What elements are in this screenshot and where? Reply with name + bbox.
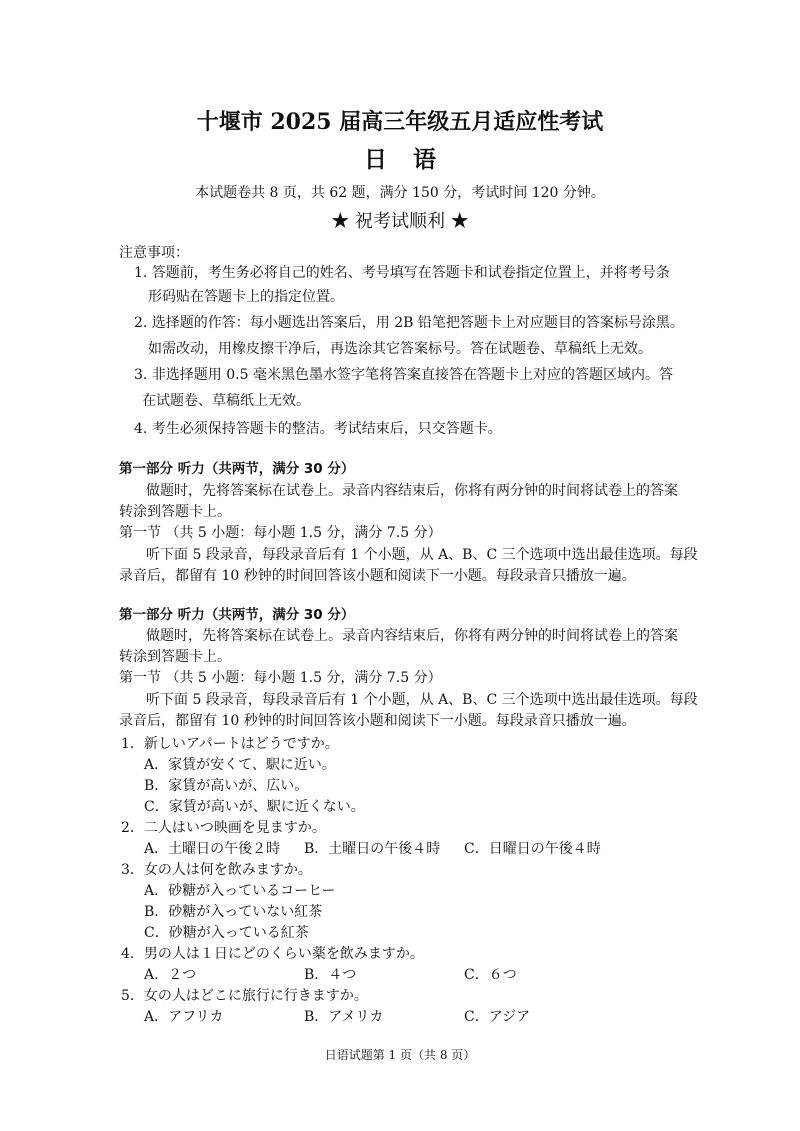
option: A．２つ — [144, 967, 197, 983]
option: B．砂糖が入っていない紅茶 — [144, 904, 323, 920]
notes-heading: 注意事项： — [119, 245, 189, 261]
option: C．家賃が高いが、駅に近くない。 — [144, 799, 365, 815]
question-4: 4．男の人は１日にどのくらい薬を飲みますか。 — [121, 946, 424, 962]
option: B．土曜日の午後４時 — [304, 841, 441, 857]
question-5: 5．女の人はどこに旅行に行きますか。 — [121, 988, 368, 1004]
question-1: 1．新しいアパートはどうですか。 — [121, 736, 339, 752]
option: B．４つ — [304, 967, 357, 983]
note-line: 在试题卷、草稿纸上无效。 — [142, 393, 310, 409]
option: C．日曜日の午後４時 — [464, 841, 601, 857]
section-text: 听下面 5 段录音，每段录音后有 1 个小题，从 A、B、C 三个选项中选出最佳选项。每段 — [146, 547, 698, 563]
section-text: 录音后，都留有 10 秒钟的时间回答该小题和阅读下一小题。每段录音只播放一遍。 — [119, 568, 636, 584]
option: B．アメリカ — [304, 1009, 384, 1025]
section-text: 做题时，先将答案标在试卷上。录音内容结束后，你将有两分钟的时间将试卷上的答案 — [146, 483, 678, 499]
note-line: 如需改动，用橡皮擦干净后，再选涂其它答案标号。答在试题卷、草稿纸上无效。 — [148, 341, 652, 357]
note-line: 2. 选择题的作答：每小题选出答案后，用 2B 铅笔把答题卡上对应题目的答案标号涂黑。 — [134, 315, 684, 331]
option: A．アフリカ — [144, 1009, 224, 1025]
option: C．６つ — [464, 967, 517, 983]
note-line: 4. 考生必须保持答题卡的整洁。考试结束后，只交答题卡。 — [134, 421, 502, 437]
question-3: 3．女の人は何を飲みますか。 — [121, 862, 312, 878]
section-text: 做题时，先将答案标在试卷上。录音内容结束后，你将有两分钟的时间将试卷上的答案 — [146, 628, 678, 644]
option: A．砂糖が入っているコーヒー — [144, 883, 336, 899]
exam-info: 本试题卷共 8 页，共 62 题，满分 150 分，考试时间 120 分钟。 — [195, 185, 605, 201]
section-text: 转涂到答题卡上。 — [119, 504, 231, 520]
option: A．土曜日の午後２時 — [144, 841, 281, 857]
subsection-heading: 第一节 （共 5 小题：每小题 1.5 分，满分 7.5 分） — [119, 525, 442, 541]
option: C．砂糖が入っている紅茶 — [144, 925, 309, 941]
note-line: 3. 非选择题用 0.5 毫米黑色墨水签字笔将答案直接答在答题卡上对应的答题区域内。答 — [134, 367, 673, 383]
section-text: 听下面 5 段录音，每段录音后有 1 个小题，从 A、B、C 三个选项中选出最佳选项。每段 — [146, 692, 698, 708]
exam-title: 十堰市 2025 届高三年级五月适应性考试 — [196, 109, 604, 135]
question-2: 2．二人はいつ映画を見ますか。 — [121, 820, 326, 836]
note-line: 形码贴在答题卡上的指定位置。 — [148, 289, 344, 305]
section-heading: 第一部分 听力（共两节，满分 30 分） — [119, 461, 355, 477]
section-text: 转涂到答题卡上。 — [119, 649, 231, 665]
section-text: 录音后，都留有 10 秒钟的时间回答该小题和阅读下一小题。每段录音只播放一遍。 — [119, 713, 636, 729]
page-footer: 日语试题第 1 页（共 8 页） — [324, 1048, 476, 1062]
section-heading: 第一部分 听力（共两节，满分 30 分） — [119, 607, 355, 623]
subsection-heading: 第一节 （共 5 小题：每小题 1.5 分，满分 7.5 分） — [119, 670, 442, 686]
option: B．家賃が高いが、広い。 — [144, 778, 309, 794]
blessing: ★ 祝考试顺利 ★ — [331, 211, 469, 232]
option: C．アジア — [464, 1009, 531, 1025]
note-line: 1. 答题前，考生务必将自己的姓名、考号填写在答题卡和试卷指定位置上，并将考号条 — [134, 265, 670, 281]
option: A．家賃が安くて、駅に近い。 — [144, 757, 336, 773]
subject-title: 日语 — [364, 146, 462, 173]
